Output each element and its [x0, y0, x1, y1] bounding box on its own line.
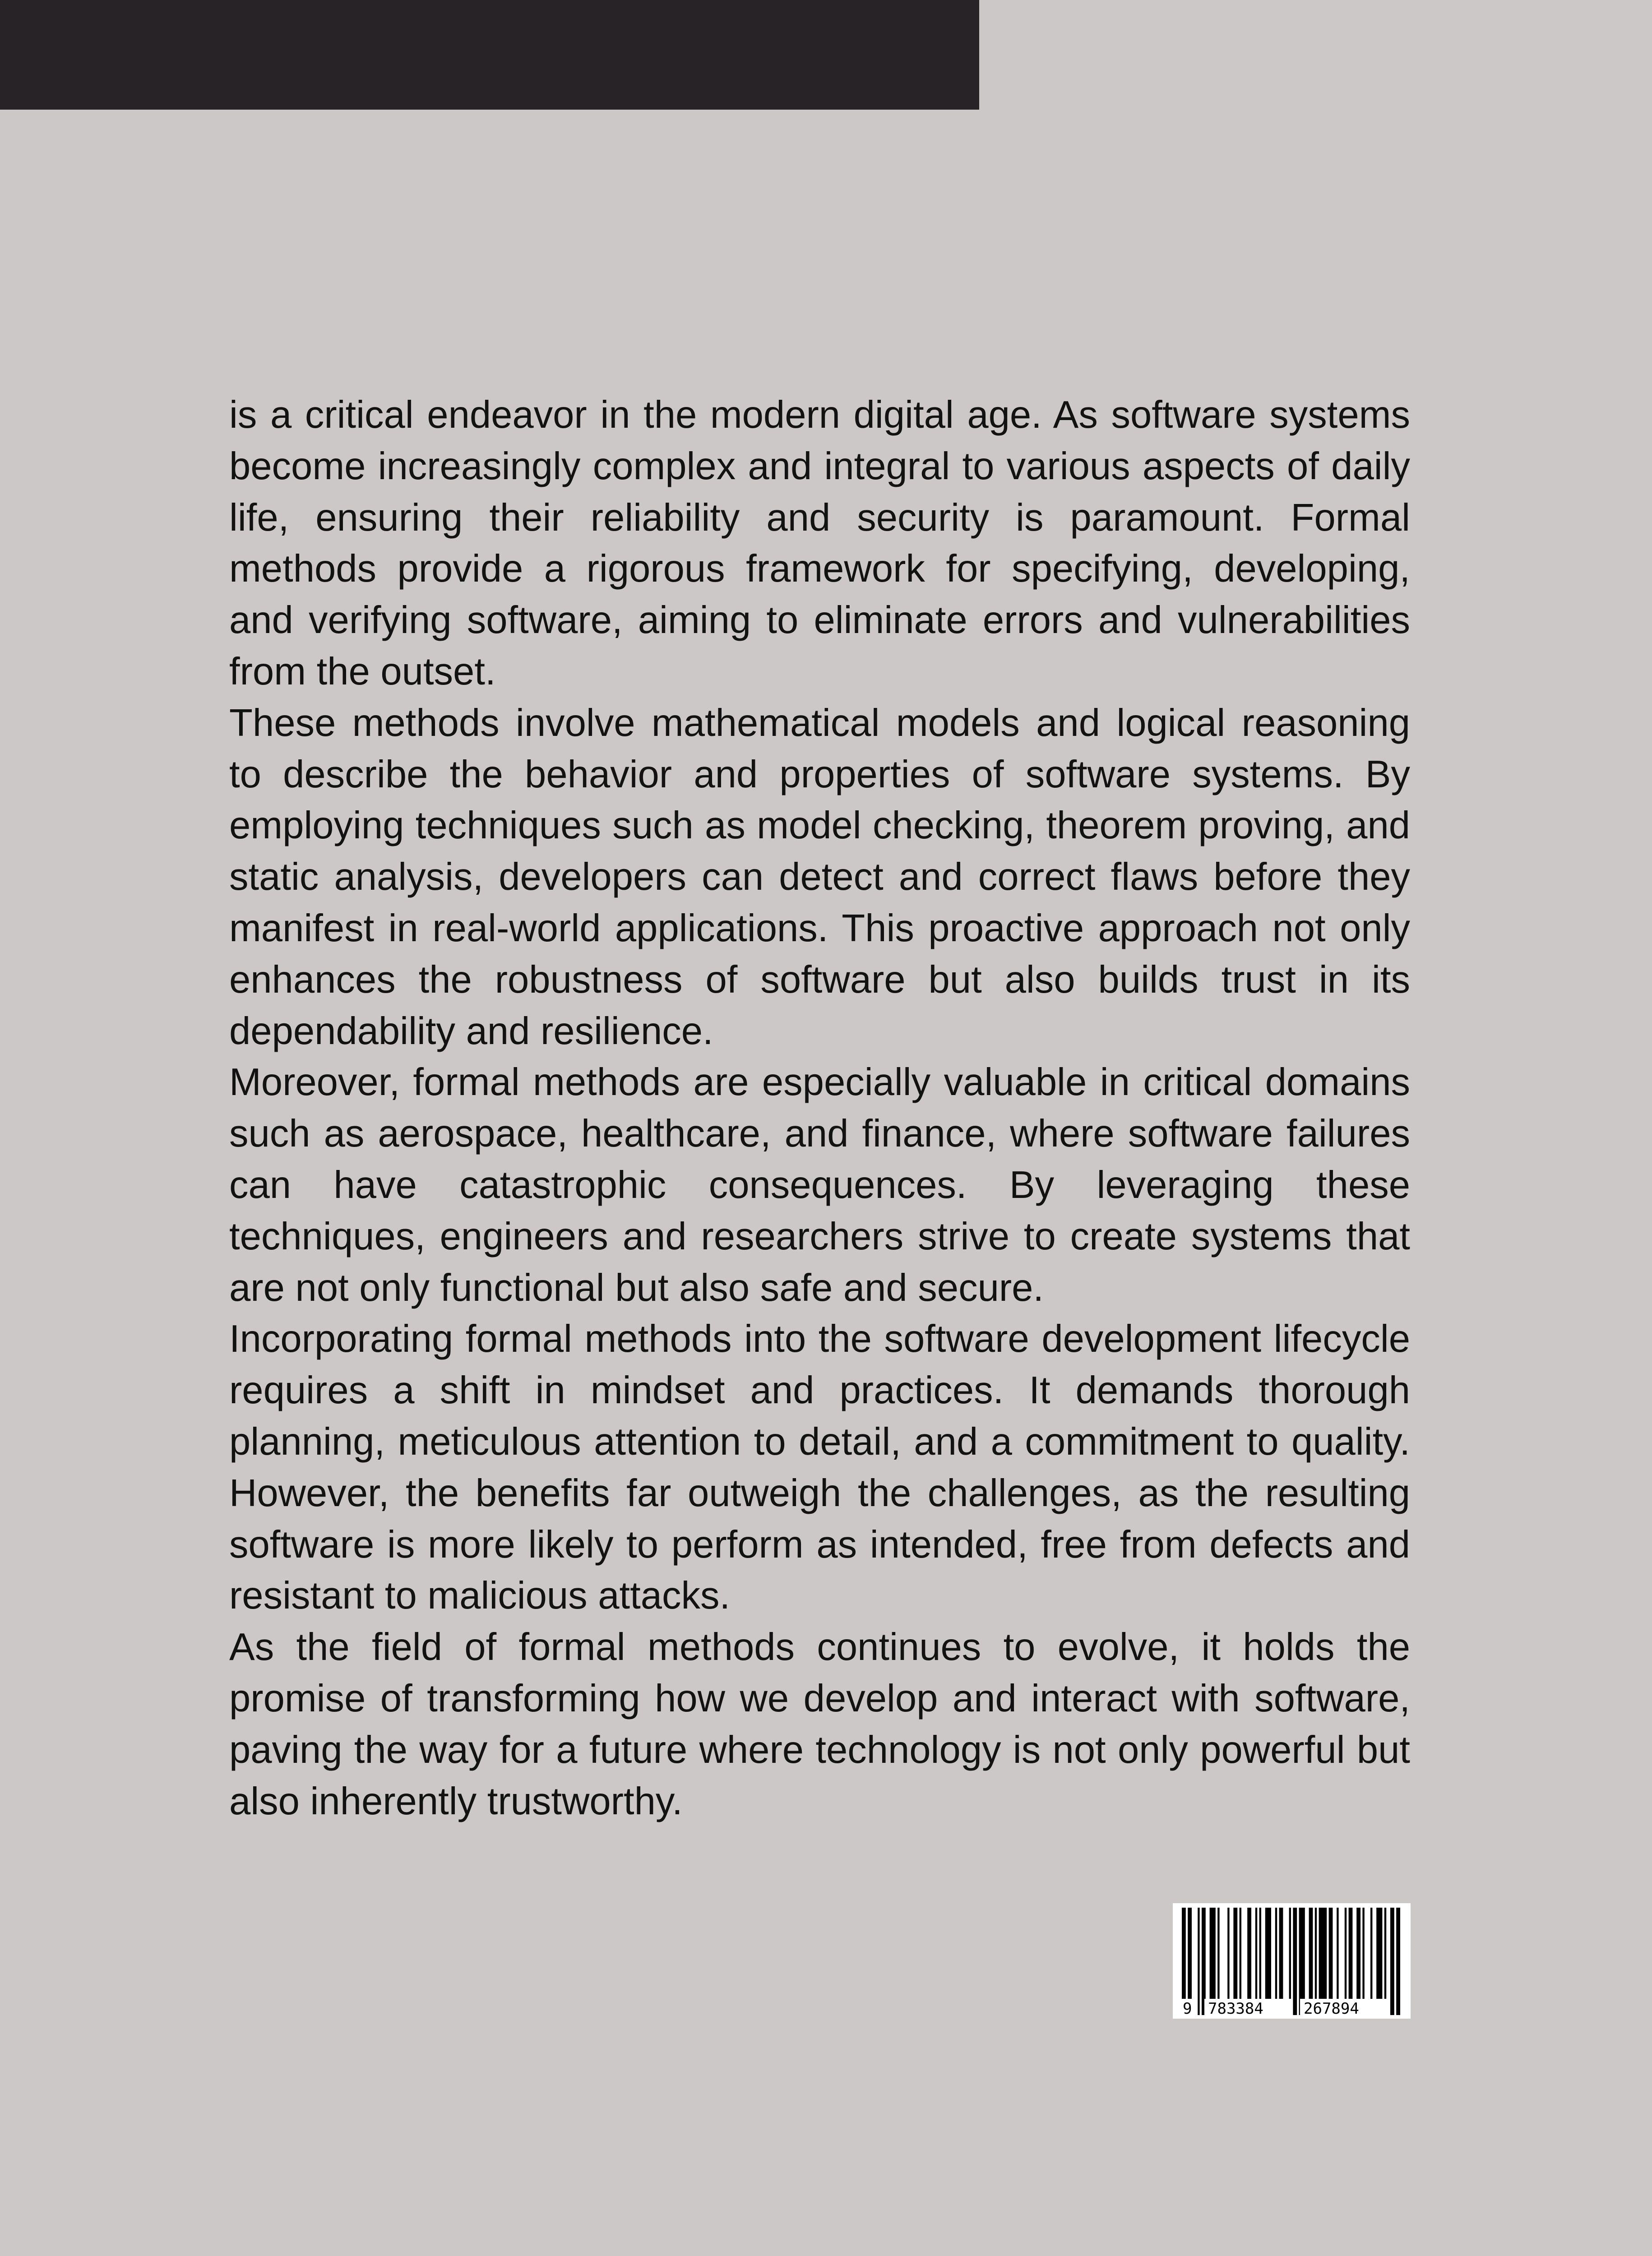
barcode-lead-digit: 9 — [1183, 2000, 1192, 2018]
barcode-right-digits: 267894 — [1304, 2000, 1359, 2018]
top-color-band — [0, 0, 979, 110]
blurb-paragraph-3: Moreover, formal methods are especially valuable in critical domains such as aerospace, healthcare, and finance, where software failures can have catastrophic consequences. By leveraging these techniques, engineers and researchers strive to create systems that are not only functional but also safe and secure. — [229, 1061, 1410, 1309]
blurb-paragraph-1: is a critical endeavor in the modern digital age. As software systems become increasingly complex and integral to various aspects of daily life, ensuring their reliability and security is paramount. Formal methods provide a rigorous framework for specifying, developing, and verifying software, aiming to eliminate errors and vulnerabilities from the outset. — [229, 393, 1410, 693]
blurb-paragraph-2: These methods involve mathematical models and logical reasoning to describe the behavior and properties of software systems. By employing techniques such as model checking, theorem proving, and static analysis, developers can detect and correct flaws before they manifest in real-world applications. This proactive approach not only enhances the robustness of software but also builds trust in its dependability and resilience. — [229, 701, 1410, 1053]
blurb-paragraph-4: Incorporating formal methods into the software development lifecycle requires a shift in mindset and practices. It demands thorough planning, meticulous attention to detail, and a commitment to quality. However, the benefits far outweigh the challenges, as the resulting software is more likely to perform as intended, free from defects and resistant to malicious attacks. — [229, 1318, 1410, 1618]
barcode-bar — [1396, 1908, 1400, 2015]
isbn-barcode — [1173, 1903, 1411, 2019]
blurb-paragraph-5: As the field of formal methods continues to evolve, it holds the promise of transforming how we develop and interact with software, paving the way for a future where technology is not only powerful but also inherently trustworthy. — [229, 1626, 1410, 1823]
barcode-left-digits: 783384 — [1208, 2000, 1263, 2018]
barcode-bar — [1293, 1908, 1297, 2015]
barcode-bar — [1198, 1908, 1199, 2015]
back-cover-blurb — [229, 389, 1410, 1827]
barcode-bar — [1390, 1908, 1394, 2015]
